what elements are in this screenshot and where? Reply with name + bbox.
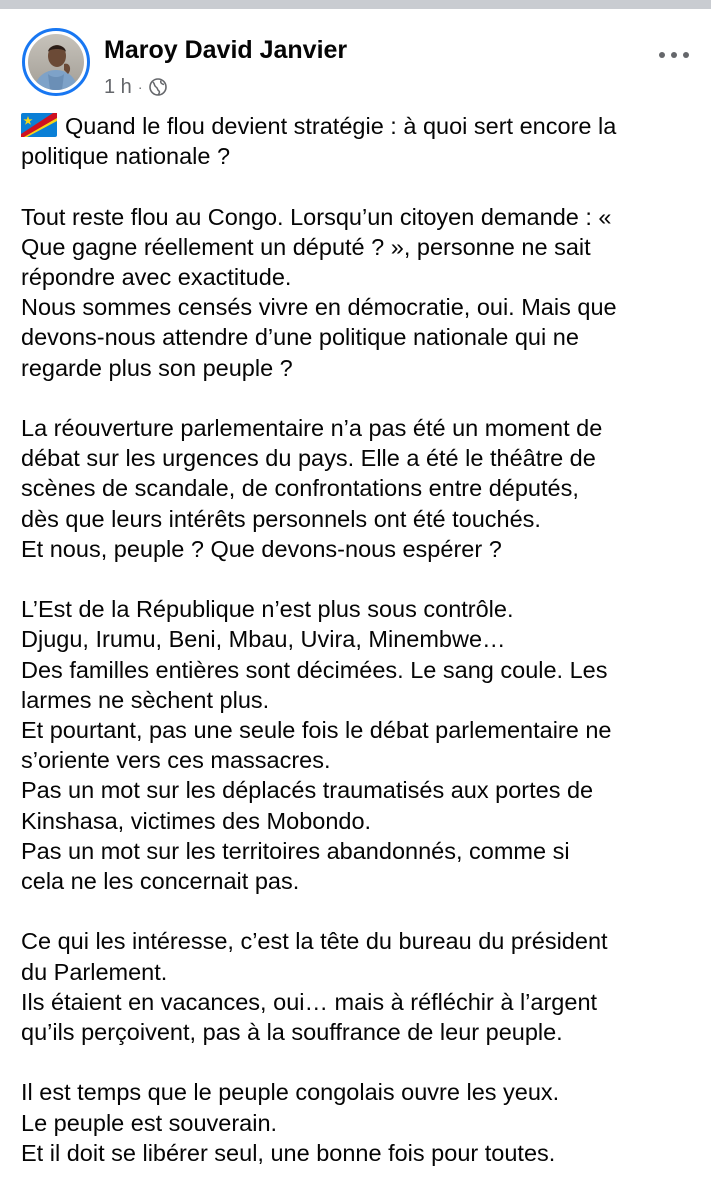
globe-icon[interactable] — [148, 77, 168, 97]
post-line: Et pourtant, pas une seule fois le débat parlementaire ne — [21, 717, 612, 744]
author-name[interactable]: Maroy David Janvier — [104, 36, 348, 64]
post-timestamp[interactable]: 1 h — [104, 75, 132, 98]
post-line: dès que leurs intérêts personnels ont été touchés. — [21, 505, 541, 532]
post-line: cela ne les concernait pas. — [21, 868, 300, 895]
top-divider-strip — [0, 0, 711, 9]
meta-separator: · — [137, 79, 143, 95]
post-paragraph-4 — [21, 594, 701, 896]
post-line: Que gagne réellement un député ? », personne ne sait — [21, 233, 591, 260]
post-paragraph-5 — [21, 926, 701, 1047]
post-line: Des familles entières sont décimées. Le sang coule. Les — [21, 656, 608, 683]
avatar-photo — [28, 34, 84, 90]
post-line: Djugu, Irumu, Beni, Mbau, Uvira, Minembwe… — [21, 626, 506, 653]
more-horizontal-icon — [654, 43, 694, 67]
author-avatar[interactable] — [22, 28, 90, 96]
post-line: s’oriente vers ces massacres. — [21, 747, 331, 774]
post-line: du Parlement. — [21, 958, 168, 985]
post-line: qu’ils perçoivent, pas à la souffrance de leur peuple. — [21, 1019, 563, 1046]
post-line: Ils étaient en vacances, oui… mais à réfléchir à l’argent — [21, 988, 598, 1015]
post-line: Il est temps que le peuple congolais ouvre les yeux. — [21, 1079, 560, 1106]
post-line: regarde plus son peuple ? — [21, 354, 293, 381]
post-line: répondre avec exactitude. — [21, 264, 292, 290]
post-line: devons-nous attendre d’une politique nationale qui ne — [21, 324, 579, 351]
post-line: Ce qui les intéresse, c’est la tête du bureau du président — [21, 928, 608, 955]
post-line: scènes de scandale, de confrontations entre députés, — [21, 475, 579, 502]
post-line: Kinshasa, victimes des Mobondo. — [21, 807, 372, 834]
post-line: Le peuple est souverain. — [21, 1109, 278, 1136]
post-line: Et il doit se libérer seul, une bonne fois pour toutes. — [21, 1139, 556, 1166]
post-body — [21, 111, 701, 1198]
post-paragraph-6 — [21, 1077, 701, 1168]
facebook-post — [0, 9, 711, 1200]
post-paragraph-3 — [21, 413, 701, 564]
post-line: politique nationale ? — [21, 143, 231, 170]
post-line: Pas un mot sur les déplacés traumatisés aux portes de — [21, 777, 594, 804]
drc-flag-icon — [21, 113, 57, 137]
more-options-button[interactable] — [654, 43, 694, 67]
post-line — [21, 111, 701, 141]
post-line: Tout reste flou au Congo. Lorsqu’un citoyen demande : « — [21, 203, 612, 230]
post-line: Pas un mot sur les territoires abandonnés, comme si — [21, 837, 570, 864]
post-line: La réouverture parlementaire n’a pas été un moment de — [21, 415, 603, 441]
post-paragraph-2 — [21, 202, 701, 383]
post-line-text: Quand le flou devient stratégie : à quoi sert encore la — [65, 113, 617, 139]
post-line: débat sur les urgences du pays. Elle a été le théâtre de — [21, 445, 596, 472]
post-header — [0, 9, 711, 109]
post-line: Et nous, peuple ? Que devons-nous espérer ? — [21, 535, 502, 562]
post-line: L’Est de la République n’est plus sous contrôle. — [21, 596, 514, 623]
post-line: Nous sommes censés vivre en démocratie, oui. Mais que — [21, 294, 617, 321]
post-meta — [104, 75, 168, 99]
post-paragraph-1 — [21, 111, 701, 171]
post-line: larmes ne sèchent plus. — [21, 686, 270, 713]
